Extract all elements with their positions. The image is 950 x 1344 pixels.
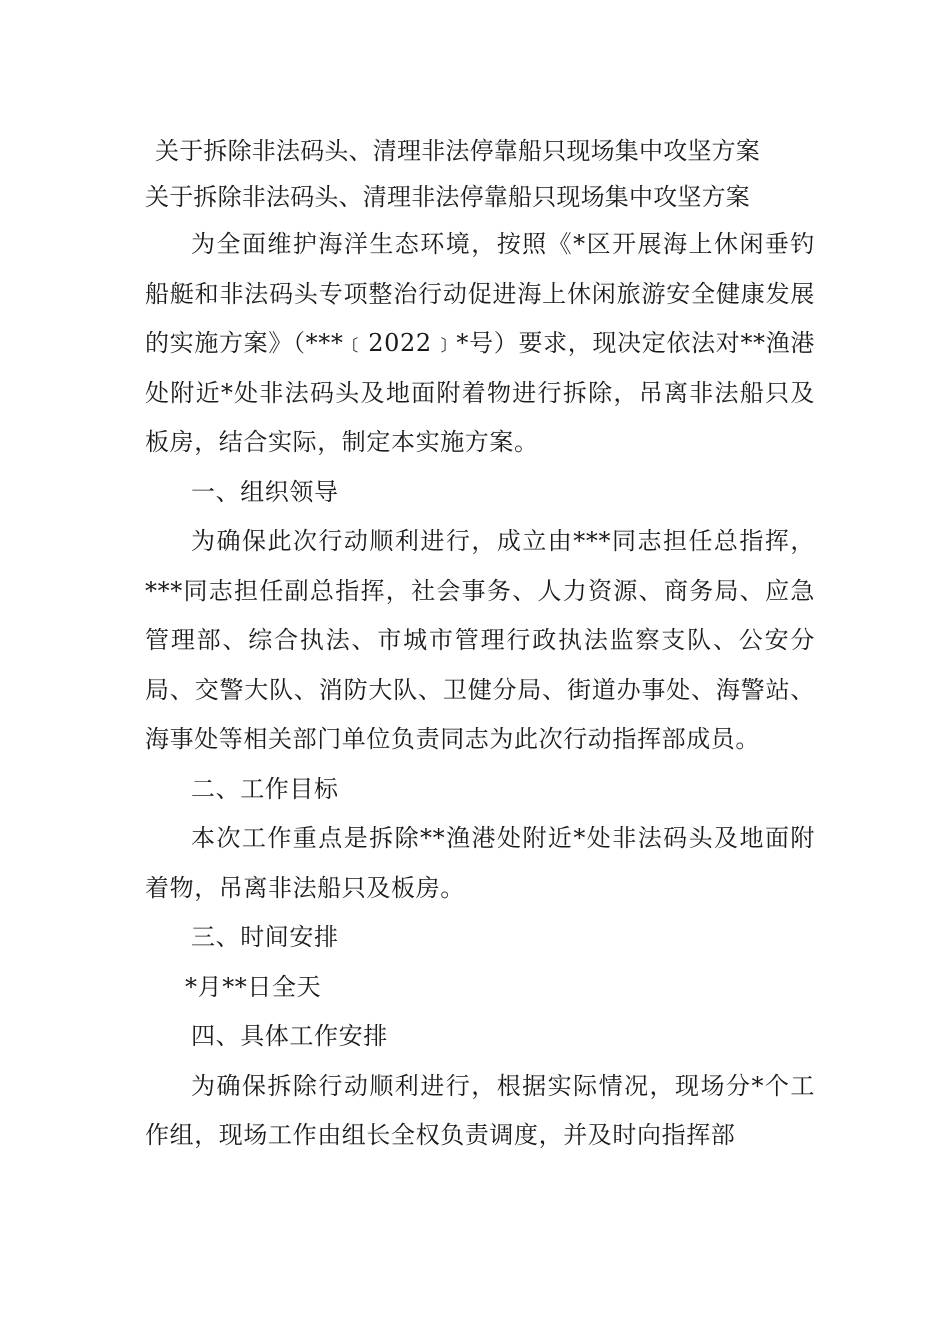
section-heading-schedule: 三、时间安排 xyxy=(191,923,339,951)
section-heading-arrangements: 四、具体工作安排 xyxy=(191,1022,388,1050)
document-title: 关于拆除非法码头、清理非法停靠船只现场集中攻坚方案 xyxy=(155,137,760,165)
section-heading-goals: 二、工作目标 xyxy=(191,774,339,803)
section-body-goals: 本次工作重点是拆除**渔港处附近*处非法码头及地面附着物，吊离非法船只及板房。 xyxy=(145,824,815,902)
intro-paragraph: 为全面维护海洋生态环境，按照《*区开展海上休闲垂钓船艇和非法码头专项整治行动促进海上休闲旅游安全健康发展的实施方案》（***﹝2022﹞*号）要求，现决定依法对**渔港处附近*处非法码头及地面附着物进行拆除，吊离非法船只及板房，结合实际，制定本实施方案。 xyxy=(145,230,815,456)
section-heading-organization: 一、组织领导 xyxy=(191,477,339,506)
section-body-arrangements: 为确保拆除行动顺利进行，根据实际情况，现场分*个工作组，现场工作由组长全权负责调度，并及时向指挥部 xyxy=(145,1071,815,1149)
document-body xyxy=(145,128,815,1161)
document-title-repeat: 关于拆除非法码头、清理非法停靠船只现场集中攻坚方案 xyxy=(145,183,750,211)
section-body-organization: 为确保此次行动顺利进行，成立由***同志担任总指挥，***同志担任副总指挥，社会事务、人力资源、商务局、应急管理部、综合执法、市城市管理行政执法监察支队、公安分局、交警大队、消防大队、卫健分局、街道办事处、海警站、海事处等相关部门单位负责同志为此次行动指挥部成员。 xyxy=(145,527,815,753)
section-body-schedule: *月**日全天 xyxy=(185,972,322,1001)
